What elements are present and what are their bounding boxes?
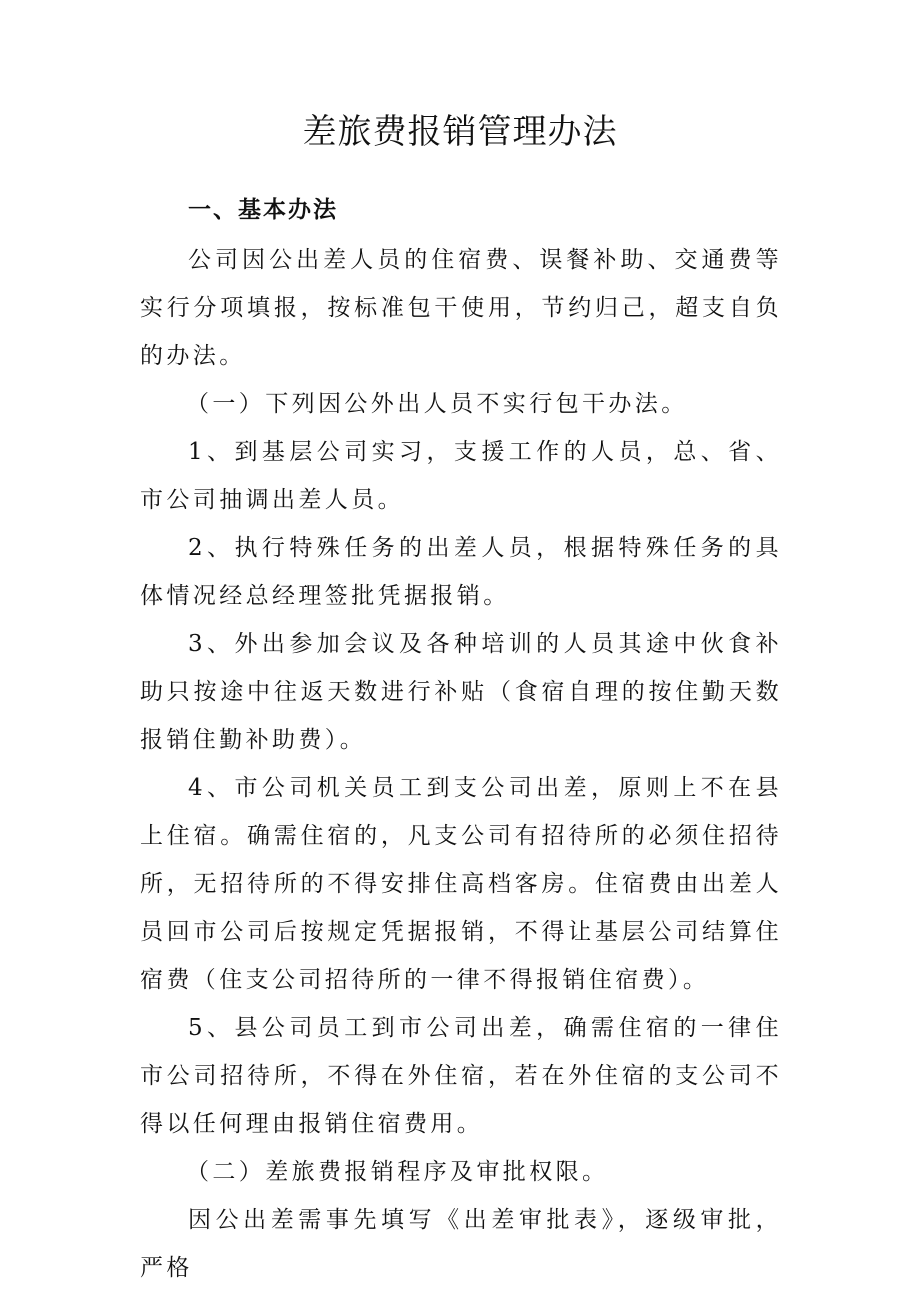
paragraph: 1、到基层公司实习，支援工作的人员，总、省、市公司抽调出差人员。	[140, 439, 782, 513]
document-title: 差旅费报销管理办法	[302, 112, 618, 152]
paragraph: 因公出差需事先填写《出差审批表》，逐级审批，严格	[140, 1207, 782, 1281]
section-heading: 一、基本办法	[188, 196, 338, 223]
paragraph: 公司因公出差人员的住宿费、误餐补助、交通费等实行分项填报，按标准包干使用，节约归己，超支自负的办法。	[140, 247, 782, 369]
paragraph: 2、执行特殊任务的出差人员，根据特殊任务的具体情况经总经理签批凭据报销。	[140, 535, 782, 609]
paragraph: 3、外出参加会议及各种培训的人员其途中伙食补助只按途中往返天数进行补贴（食宿自理的按住勤天数报销住勤补助费）。	[140, 631, 782, 753]
paragraph: （二）差旅费报销程序及审批权限。	[186, 1159, 609, 1185]
paragraph: （一）下列因公外出人员不实行包干办法。	[186, 391, 688, 417]
paragraph: 4、市公司机关员工到支公司出差，原则上不在县上住宿。确需住宿的，凡支公司有招待所的必须住招待所，无招待所的不得安排住高档客房。住宿费由出差人员回市公司后按规定凭据报销，不得让基层公司结算住宿费（住支公司招待所的一律不得报销住宿费）。	[140, 775, 782, 993]
paragraph: 5、县公司员工到市公司出差，确需住宿的一律住市公司招待所，不得在外住宿，若在外住宿的支公司不得以任何理由报销住宿费用。	[140, 1015, 782, 1137]
document-body	[140, 236, 782, 1292]
